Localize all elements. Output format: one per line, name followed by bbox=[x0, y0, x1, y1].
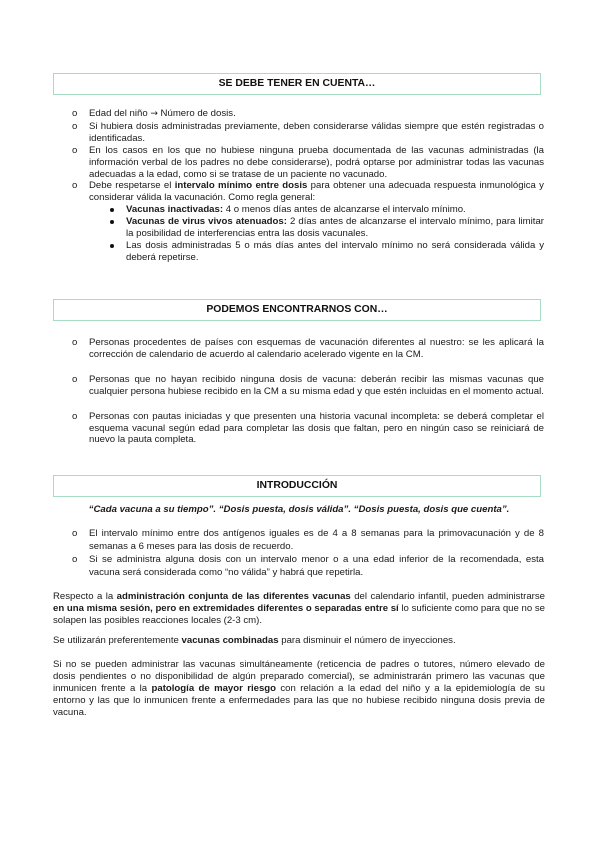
section-heading-tener-en-cuenta: SE DEBE TENER EN CUENTA… bbox=[53, 73, 541, 95]
list-item: o Si hubiera dosis administradas previamente, deben considerarse válidas siempre que estén registradas o identificadas. bbox=[0, 121, 599, 145]
sub-list-item: Vacunas de virus vivos atenuados: 2 días antes de alcanzarse el intervalo mínimo, para limitar la posibilidad de interferencias entra las dosis vacunales. bbox=[0, 216, 599, 240]
sub-list-item: Las dosis administradas 5 o más días antes del intervalo mínimo no será considerada válida y deberá repetirse. bbox=[0, 240, 599, 264]
list-item: o Si se administra alguna dosis con un intervalo menor o a una edad inferior de la recomendada, esta vacuna será considerada como “no válida” y habrá que repetirla. bbox=[0, 553, 599, 579]
list-item: o Debe respetarse el intervalo mínimo entre dosis para obtener una adecuada respuesta inmunológica y considerar válida la vacunación. Como regla general: bbox=[0, 180, 599, 204]
list-item: o El intervalo mínimo entre dos antígenos iguales es de 4 a 8 semanas para la primovacunación y de 8 semanas a 6 meses para las dosis de recuerdo. bbox=[0, 527, 599, 553]
intro-quote: “Cada vacuna a su tiempo”. “Dosis puesta, dosis válida”. “Dosis puesta, dosis que cuenta”. bbox=[88, 504, 510, 515]
list-item: o Edad del niño → Número de dosis. bbox=[0, 108, 599, 121]
section-podemos-encontrarnos-body bbox=[0, 337, 599, 459]
section-introduccion-list bbox=[0, 527, 599, 579]
list-item: o Personas con pautas iniciadas y que presenten una historia vacunal incompleta: se deberá completar el esquema vacunal según edad para completar las dosis que faltan, pero en ningún caso se reiniciará de nuevo la pauta completa. bbox=[0, 411, 599, 447]
section-heading-podemos-encontrarnos: PODEMOS ENCONTRARNOS CON… bbox=[53, 299, 541, 321]
section-tener-en-cuenta-body bbox=[0, 108, 599, 264]
list-item: o Personas procedentes de países con esquemas de vacunación diferentes al nuestro: se les aplicará la corrección de calendario de acuerdo al calendario acelerado vigente en la CM. bbox=[0, 337, 599, 361]
paragraph-vacunas-combinadas: Se utilizarán preferentemente vacunas combinadas para disminuir el número de inyecciones. bbox=[53, 635, 456, 646]
paragraph-administracion-conjunta: Respecto a la administración conjunta de las diferentes vacunas del calendario infantil, pueden administrarse en una misma sesión, pero en extremidades diferentes o separadas entre sí lo suficiente como para que no se solapen las posibles reacciones locales (2-3 cm). bbox=[53, 591, 545, 626]
list-item: o Personas que no hayan recibido ninguna dosis de vacuna: deberán recibir las mismas vacunas que cualquier persona hubiese recibido en la CM a su misma edad y que estén incluidas en el momento actual. bbox=[0, 374, 599, 398]
list-item: o En los casos en los que no hubiese ninguna prueba documentada de las vacunas administradas (la información verbal de los padres no debe considerarse), podrá optarse por administrar todas las vacunas adecuadas a la edad, como si se tratase de un paciente no vacunado. bbox=[0, 145, 599, 181]
arrow-right-icon: → bbox=[150, 109, 158, 119]
section-heading-introduccion: INTRODUCCIÓN bbox=[53, 475, 541, 497]
paragraph-administracion-no-simultanea: Si no se pueden administrar las vacunas simultáneamente (reticencia de padres o tutores, número elevado de dosis pendientes o no disponibilidad de algún preparado comercial), se administrarán primero las vacunas que inmunicen frente a la patología de mayor riesgo con relación a la edad del niño y a la epidemiología de su entorno y las que lo inmunicen frente a enfermedades para las que no hubiese recibido ninguna dosis previa de vacuna. bbox=[53, 659, 545, 718]
sub-list-item: Vacunas inactivadas: 4 o menos días antes de alcanzarse el intervalo mínimo. bbox=[0, 204, 599, 216]
